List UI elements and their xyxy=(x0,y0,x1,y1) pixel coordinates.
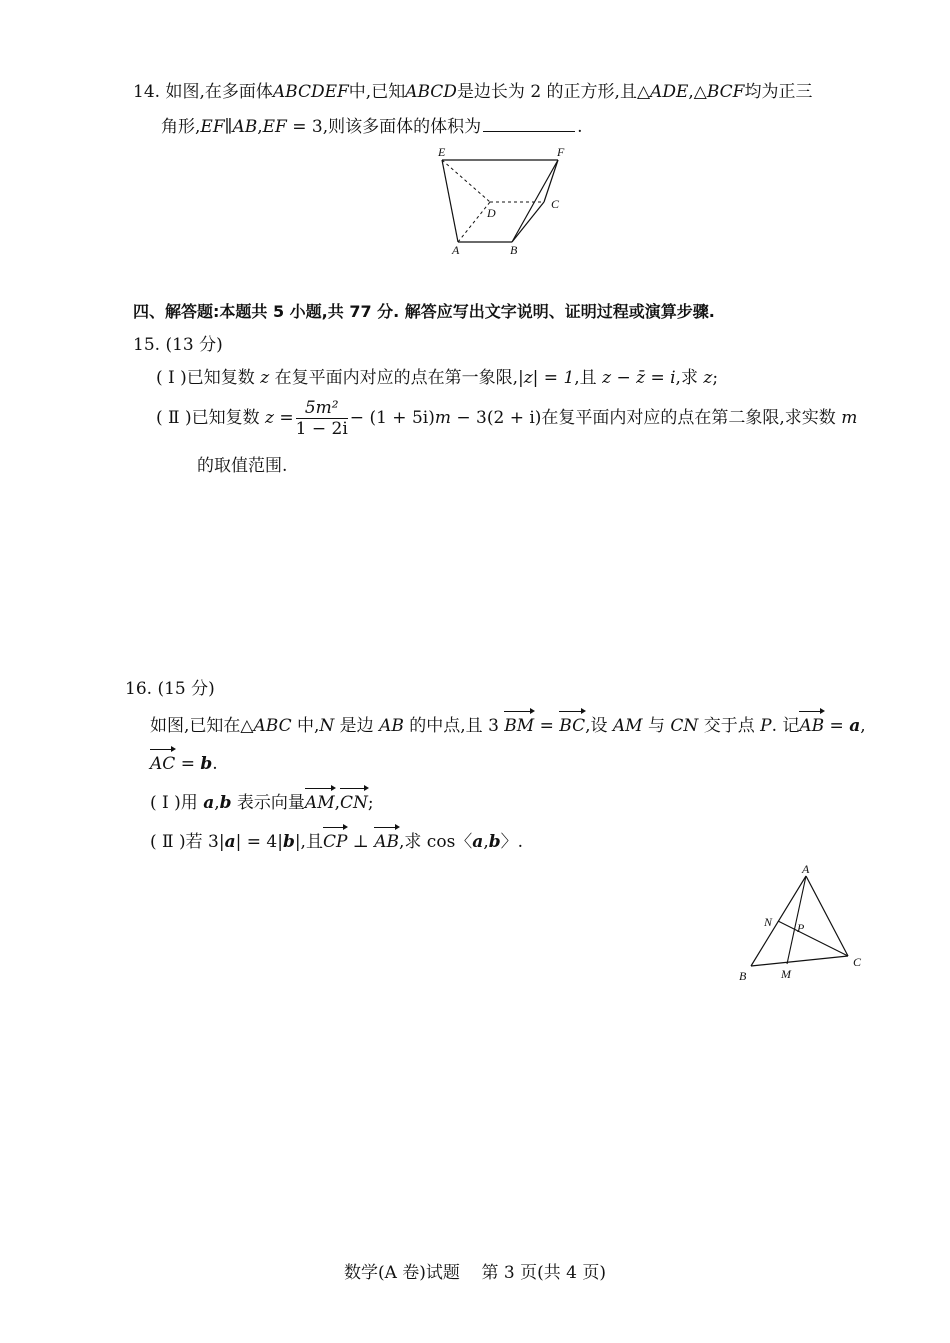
q16-triangle-abc: ABC xyxy=(253,716,292,736)
q16-vector-a: a xyxy=(203,793,215,813)
q14-text: 均为正三 xyxy=(744,82,813,102)
q16-part-1 xyxy=(150,791,374,815)
q15-m: m xyxy=(434,408,451,428)
section-heading: 四、解答题:本题共 5 小题,共 77 分. 解答应写出文字说明、证明过程或演算步骤. xyxy=(133,302,715,321)
q14-text: , xyxy=(257,117,263,137)
q15-text: − 3(2 + i)在复平面内对应的点在第二象限,求实数 xyxy=(450,408,836,428)
q16-text: ,设 xyxy=(585,716,613,736)
q16-vector-b: b xyxy=(200,754,213,774)
q15-text: 在复平面内对应的点在第一象限, xyxy=(274,368,518,388)
q14-text: 中,已知 xyxy=(348,82,406,102)
q15-text: 已知复数 xyxy=(186,368,255,388)
q15-text: ,且 xyxy=(574,368,597,388)
q15-z: z xyxy=(703,368,713,388)
q16-text: 如图,已知在△ xyxy=(150,716,254,736)
q16-text: 若 3| xyxy=(185,832,225,852)
q16-text: ⊥ xyxy=(347,832,375,852)
q15-part-2 xyxy=(156,396,857,440)
q14-text: . xyxy=(577,117,583,137)
q16-vector-bm: BM xyxy=(504,716,535,736)
q16-text: ; xyxy=(367,793,374,813)
q16-text: 与 xyxy=(642,716,671,736)
q14-text: 是边长为 2 的正方形,且△ xyxy=(456,82,651,102)
q15-z: z xyxy=(265,408,275,428)
q14-triangle-ade: ADE xyxy=(650,82,689,102)
q16-vector-a: a xyxy=(224,832,236,852)
q15-z: z xyxy=(260,368,270,388)
q14-label-a: A xyxy=(452,243,460,257)
q16-vector-am: AM xyxy=(304,793,335,813)
q15-text: 已知复数 xyxy=(191,408,260,428)
q15-part-2-label: ( Ⅱ ) xyxy=(156,408,192,428)
q14-triangle-bcf: BCF xyxy=(706,82,745,102)
q16-text: = xyxy=(175,754,201,774)
q16-statement-line-1 xyxy=(150,714,866,738)
q15-text: ; xyxy=(712,368,719,388)
q16-vector-ab: AB xyxy=(799,716,825,736)
q14-label-b: B xyxy=(510,243,518,257)
q16-label-n: N xyxy=(764,915,773,929)
page-footer: 数学(A 卷)试题 第 3 页(共 4 页) xyxy=(343,1263,607,1283)
q15-text: − (1 + 5i) xyxy=(349,408,435,428)
q14-label-e: E xyxy=(438,145,446,159)
q16-label-p: P xyxy=(797,921,805,935)
q15-number: 15. (13 分) xyxy=(133,335,223,355)
q16-vector-a: a xyxy=(849,716,861,736)
q16-label-m: M xyxy=(781,967,791,981)
q16-vector-bc: BC xyxy=(559,716,586,736)
q16-text: , xyxy=(860,716,866,736)
q16-text: 交于点 xyxy=(698,716,761,736)
q16-point-n: N xyxy=(319,716,335,736)
q16-label-a: A xyxy=(802,862,810,876)
q15-fraction xyxy=(296,398,348,439)
q16-text: . 记 xyxy=(771,716,800,736)
q16-text: = xyxy=(824,716,850,736)
q16-statement-line-2 xyxy=(150,752,218,776)
q15-part-2-line-2: 的取值范围. xyxy=(197,456,288,476)
q16-part-2-label: ( Ⅱ ) xyxy=(150,832,186,852)
q16-point-p: P xyxy=(760,716,772,736)
q14-parallel-condition: EF∥AB xyxy=(200,117,258,137)
q14-number: 14. xyxy=(133,82,161,102)
q16-side-ab: AB xyxy=(379,716,404,736)
q15-modulus: |z| = 1 xyxy=(517,368,575,388)
q15-part-1 xyxy=(156,366,718,390)
q14-polyhedron-figure xyxy=(430,144,580,258)
q14-square-name: ABCD xyxy=(405,82,457,102)
q16-text: , xyxy=(214,793,220,813)
q14-line-1 xyxy=(133,80,812,104)
q14-line-2 xyxy=(161,115,583,139)
q16-text: ,求 cos〈 xyxy=(399,832,473,852)
q16-text: | = 4| xyxy=(235,832,283,852)
q15-text: ,求 xyxy=(675,368,698,388)
q16-segment-cn: CN xyxy=(670,716,699,736)
q14-label-f: F xyxy=(557,145,565,159)
q16-vector-b: b xyxy=(219,793,232,813)
q16-triangle-figure xyxy=(734,862,869,986)
q16-part-2 xyxy=(150,830,523,854)
q16-vector-b: b xyxy=(488,832,501,852)
q14-ef-length: = 3 xyxy=(286,117,323,137)
q15-m: m xyxy=(841,408,858,428)
q16-text: 的中点,且 3 xyxy=(403,716,499,736)
q16-text: 表示向量 xyxy=(231,793,305,813)
q16-segment-am: AM xyxy=(612,716,643,736)
q16-text: 中, xyxy=(291,716,320,736)
q16-vector-ab: AB xyxy=(374,832,399,852)
q16-text: 〉. xyxy=(500,832,524,852)
q16-text: , xyxy=(334,793,341,813)
q16-text: . xyxy=(212,754,218,774)
q14-solid-name: ABCDEF xyxy=(272,82,349,102)
q16-vector-cp: CP xyxy=(322,832,348,852)
q14-answer-blank[interactable] xyxy=(483,117,575,132)
q16-part-1-label: ( Ⅰ ) xyxy=(150,793,181,813)
q14-text: ,△ xyxy=(688,82,707,102)
q15-equation: z − z̄ = i xyxy=(602,368,676,388)
q16-vector-a: a xyxy=(472,832,484,852)
q15-text: = xyxy=(274,408,294,428)
q14-text: 角形, xyxy=(161,117,201,137)
q16-text: , xyxy=(483,832,489,852)
q14-label-d: D xyxy=(487,206,496,220)
q16-number: 16. (15 分) xyxy=(125,679,215,699)
q16-label-b: B xyxy=(739,969,747,983)
q15-fraction-numerator: 5m² xyxy=(296,398,348,419)
q16-vector-b: b xyxy=(282,832,295,852)
q16-vector-cn: CN xyxy=(340,793,368,813)
q16-label-c: C xyxy=(853,955,862,969)
q16-text: 是边 xyxy=(334,716,380,736)
q14-text: 如图,在多面体 xyxy=(165,82,273,102)
q16-text: = xyxy=(534,716,560,736)
q16-text: |,且 xyxy=(294,832,323,852)
q15-fraction-denominator: 1 − 2i xyxy=(295,419,348,439)
q14-label-c: C xyxy=(551,197,560,211)
q16-vector-ac: AC xyxy=(150,754,176,774)
q16-text: 用 xyxy=(180,793,204,813)
q14-ef: EF xyxy=(262,117,287,137)
q15-part-1-label: ( Ⅰ ) xyxy=(156,368,187,388)
q14-text: ,则该多面体的体积为 xyxy=(322,117,482,137)
